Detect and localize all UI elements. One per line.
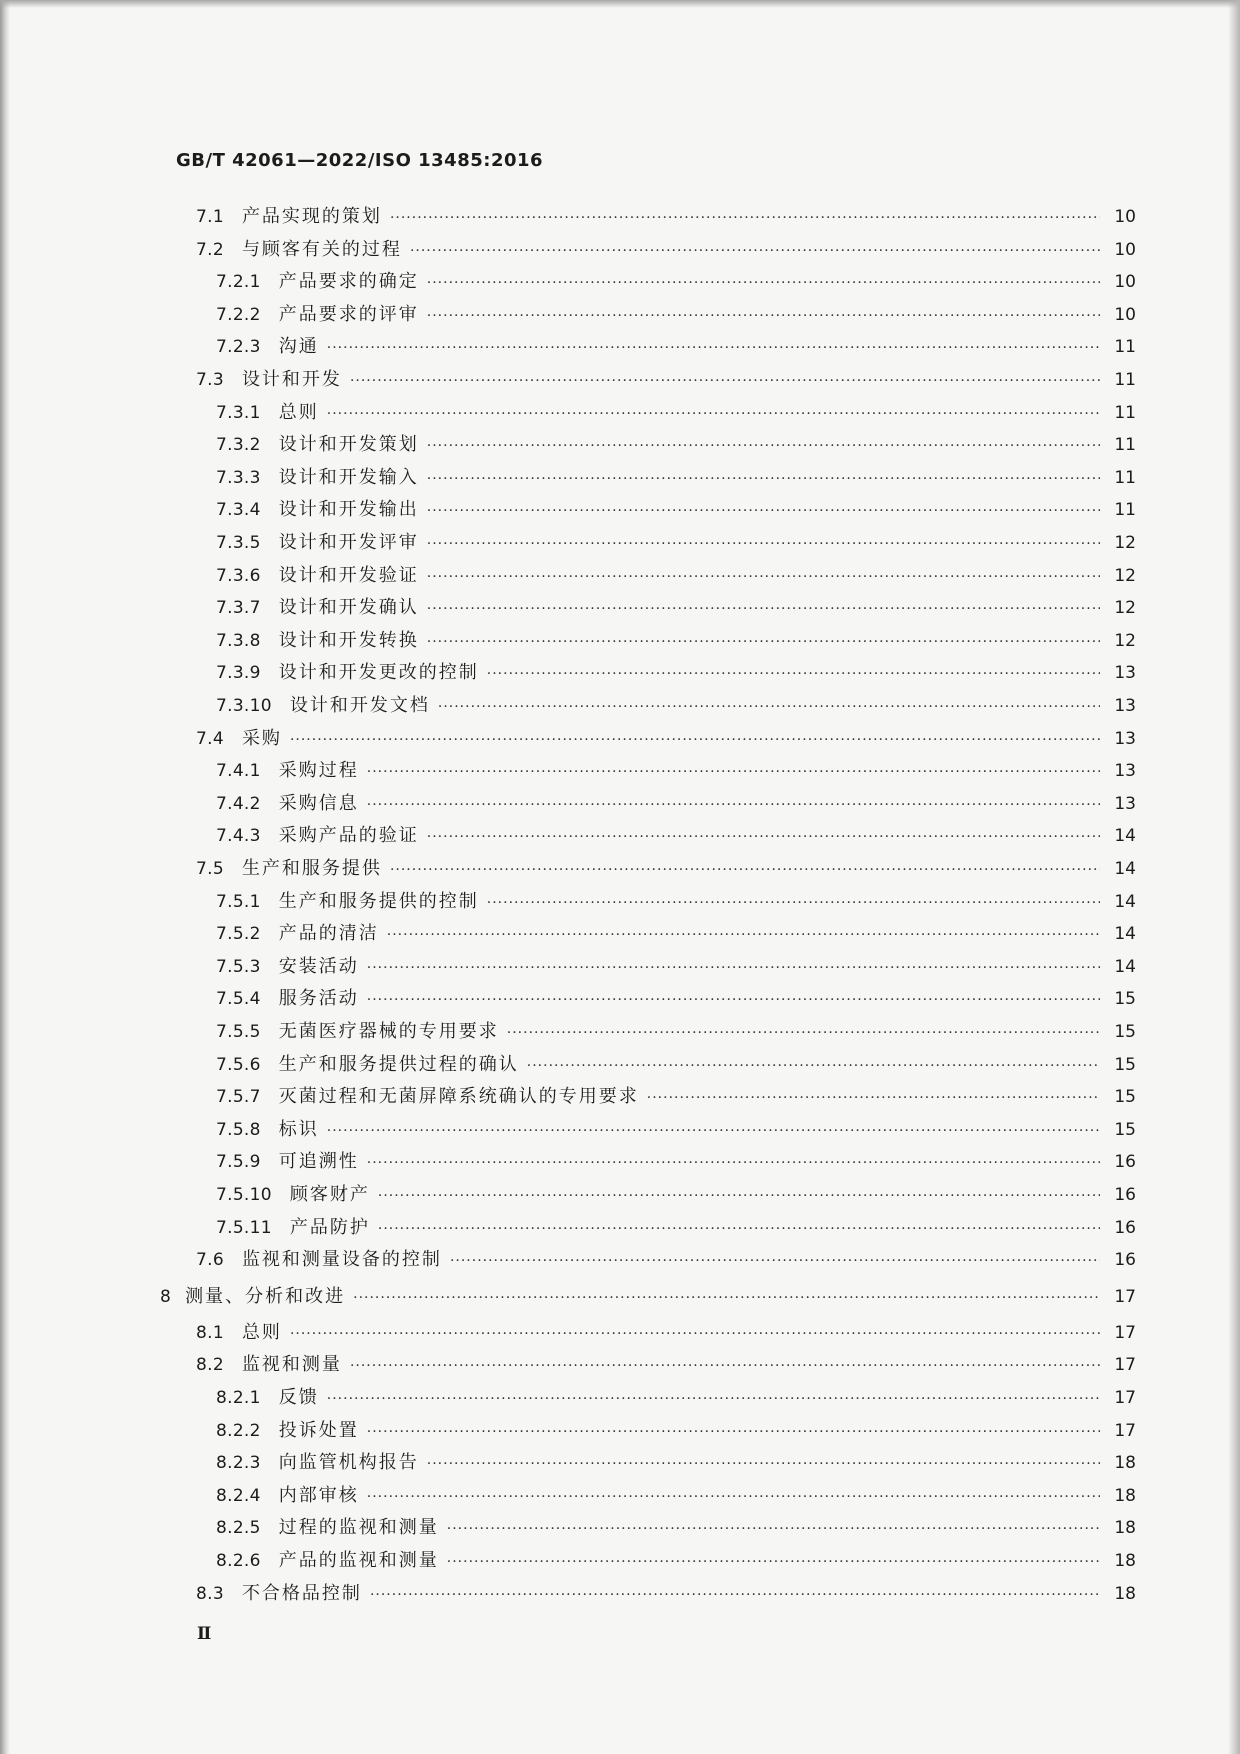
toc-entry-page: 18 — [1114, 1453, 1136, 1474]
toc-leader-dots — [390, 862, 1100, 878]
toc-leader-dots — [327, 406, 1100, 422]
toc-entry-number: 8.2.2 — [216, 1420, 261, 1441]
toc-entry[interactable] — [216, 658, 1136, 690]
toc-entry-number: 7.5.5 — [216, 1022, 261, 1042]
toc-entry-page: 17 — [1114, 1388, 1136, 1408]
toc-entry-title: 设计和开发确认 — [278, 597, 419, 619]
toc-entry-title: 总则 — [278, 401, 319, 423]
toc-entry-page: 15 — [1114, 1119, 1136, 1140]
toc-entry-title: 设计和开发输出 — [278, 499, 419, 521]
toc-entry[interactable] — [216, 1082, 1136, 1114]
toc-entry-page: 11 — [1114, 500, 1136, 521]
toc-entry-page: 10 — [1114, 207, 1136, 227]
toc-entry-page: 18 — [1114, 1583, 1136, 1604]
toc-entry[interactable] — [216, 1050, 1136, 1082]
toc-leader-dots — [327, 340, 1100, 356]
toc-entry-page: 11 — [1114, 435, 1136, 456]
toc-leader-dots — [427, 569, 1100, 585]
toc-leader-dots — [427, 1456, 1100, 1472]
toc-entry-title: 生产和服务提供过程的确认 — [278, 1053, 519, 1075]
toc-entry-number: 7.3.3 — [216, 467, 261, 488]
toc-entry[interactable] — [216, 1383, 1136, 1415]
toc-leader-dots — [387, 927, 1100, 943]
toc-entry-number: 7.4.3 — [216, 826, 261, 847]
toc-entry[interactable] — [196, 365, 1136, 397]
toc-entry-title: 设计和开发输入 — [278, 466, 419, 488]
toc-entry-number: 7.3.5 — [216, 533, 261, 553]
toc-leader-dots — [290, 1326, 1100, 1342]
toc-entry-title: 无菌医疗器械的专用要求 — [278, 1021, 499, 1042]
toc-entry-number: 7.3.4 — [216, 500, 261, 521]
toc-entry[interactable] — [216, 267, 1136, 299]
toc-leader-dots — [438, 699, 1100, 715]
toc-entry-page: 12 — [1114, 565, 1136, 586]
toc-entry[interactable] — [216, 952, 1136, 984]
toc-entry-number: 8.1 — [196, 1322, 224, 1343]
toc-entry[interactable] — [216, 1448, 1136, 1480]
toc-entry-page: 10 — [1114, 239, 1136, 260]
toc-entry-title: 不合格品控制 — [241, 1582, 362, 1604]
toc-leader-dots — [427, 634, 1100, 650]
toc-entry-page: 16 — [1114, 1152, 1136, 1173]
toc-entry-title: 顾客财产 — [289, 1184, 370, 1205]
toc-entry-page: 11 — [1114, 467, 1136, 488]
toc-leader-dots — [353, 1290, 1100, 1306]
toc-entry-number: 8.2.1 — [216, 1388, 261, 1408]
toc-leader-dots — [487, 895, 1100, 911]
toc-entry[interactable] — [216, 756, 1136, 788]
toc-entry-title: 标识 — [278, 1118, 319, 1140]
toc-entry-title: 过程的监视和测量 — [278, 1517, 439, 1539]
toc-entry-number: 7.3 — [196, 370, 224, 390]
toc-entry-title: 向监管机构报告 — [278, 1452, 419, 1474]
toc-leader-dots — [487, 666, 1100, 682]
toc-leader-dots — [427, 829, 1100, 845]
toc-entry-number: 8.2.5 — [216, 1518, 261, 1539]
toc-entry[interactable] — [216, 1481, 1136, 1513]
toc-entry-page: 17 — [1114, 1322, 1136, 1343]
toc-entry[interactable] — [216, 1017, 1136, 1049]
toc-entry[interactable] — [196, 235, 1136, 267]
toc-entry-number: 7.3.6 — [216, 565, 261, 586]
toc-entry-title: 设计和开发策划 — [278, 434, 419, 456]
toc-entry[interactable] — [216, 300, 1136, 332]
toc-entry-title: 产品防护 — [289, 1216, 370, 1238]
toc-entry-number: 7.5.10 — [216, 1185, 272, 1205]
toc-entry[interactable] — [216, 463, 1136, 495]
toc-entry[interactable] — [216, 561, 1136, 593]
toc-entry-number: 8.2.3 — [216, 1453, 261, 1474]
toc-entry[interactable] — [216, 593, 1136, 625]
toc-entry-title: 投诉处置 — [278, 1419, 359, 1441]
toc-leader-dots — [427, 601, 1100, 617]
toc-entry[interactable] — [216, 495, 1136, 527]
toc-entry-number: 8.2.4 — [216, 1485, 261, 1506]
toc-entry-number: 7.2.2 — [216, 304, 261, 325]
toc-leader-dots — [507, 1025, 1100, 1041]
toc-entry-page: 13 — [1114, 793, 1136, 814]
toc-entry[interactable] — [216, 1213, 1136, 1245]
toc-entry-number: 7.3.9 — [216, 663, 261, 684]
toc-leader-dots — [390, 210, 1100, 226]
standard-header: GB/T 42061—2022/ISO 13485:2016 — [176, 150, 544, 171]
toc-entry-title: 监视和测量设备的控制 — [241, 1249, 442, 1271]
toc-entry-page: 14 — [1114, 826, 1136, 847]
toc-entry-number: 7.5.7 — [216, 1087, 261, 1108]
toc-entry[interactable] — [216, 1147, 1136, 1179]
toc-entry-page: 17 — [1114, 1420, 1136, 1441]
toc-entry-number: 7.5.8 — [216, 1119, 261, 1140]
toc-entry-title: 沟通 — [278, 336, 319, 358]
toc-entry-page: 18 — [1114, 1518, 1136, 1539]
toc-entry-title: 测量、分析和改进 — [185, 1285, 346, 1307]
toc-entry[interactable] — [216, 626, 1136, 658]
toc-leader-dots — [290, 732, 1100, 748]
toc-entry-page: 14 — [1114, 956, 1136, 977]
toc-leader-dots — [447, 1554, 1100, 1570]
page-number-footer: Ⅱ — [197, 1624, 212, 1644]
toc-entry[interactable] — [216, 430, 1136, 462]
toc-entry-title: 设计和开发验证 — [278, 564, 419, 586]
toc-leader-dots — [447, 1521, 1100, 1537]
toc-entry-title: 服务活动 — [278, 988, 359, 1010]
toc-entry-page: 12 — [1114, 598, 1136, 619]
scan-shadow-left — [0, 0, 10, 1754]
toc-entry-page: 11 — [1114, 402, 1136, 423]
toc-entry[interactable] — [216, 1513, 1136, 1545]
toc-leader-dots — [350, 1358, 1100, 1374]
toc-leader-dots — [367, 1424, 1100, 1440]
toc-entry[interactable] — [216, 887, 1136, 919]
toc-entry[interactable] — [196, 724, 1136, 756]
toc-entry[interactable] — [216, 398, 1136, 430]
toc-entry-title: 采购信息 — [278, 792, 359, 814]
toc-entry-title: 设计和开发评审 — [278, 532, 419, 553]
toc-leader-dots — [367, 797, 1100, 813]
toc-entry-title: 产品要求的确定 — [278, 271, 419, 293]
toc-entry-page: 18 — [1114, 1485, 1136, 1506]
toc-entry-number: 7.1 — [196, 207, 224, 227]
toc-entry[interactable] — [196, 1350, 1136, 1382]
toc-entry[interactable] — [196, 1579, 1136, 1611]
toc-leader-dots — [427, 308, 1100, 324]
toc-entry-page: 15 — [1114, 1087, 1136, 1108]
toc-leader-dots — [527, 1058, 1100, 1074]
toc-entry-number: 7.2.1 — [216, 272, 261, 293]
toc-entry-number: 8.3 — [196, 1583, 224, 1604]
toc-entry-number: 7.3.7 — [216, 598, 261, 619]
toc-entry-page: 17 — [1114, 1355, 1136, 1376]
toc-leader-dots — [427, 503, 1100, 519]
toc-entry-page: 13 — [1114, 696, 1136, 716]
toc-entry-number: 7.4.1 — [216, 761, 261, 782]
toc-entry-number: 7.3.1 — [216, 402, 261, 423]
toc-entry-number: 8.2 — [196, 1355, 224, 1376]
toc-entry[interactable] — [216, 1180, 1136, 1212]
toc-leader-dots — [367, 1489, 1100, 1505]
toc-leader-dots — [327, 1123, 1100, 1139]
toc-entry-number: 7.4 — [196, 728, 224, 749]
toc-entry-number: 8 — [160, 1286, 172, 1307]
toc-leader-dots — [427, 438, 1100, 454]
toc-leader-dots — [427, 536, 1100, 552]
toc-entry-number: 7.5.11 — [216, 1217, 272, 1238]
toc-leader-dots — [367, 992, 1100, 1008]
toc-entry-number: 7.5 — [196, 859, 224, 879]
toc-entry-title: 产品的清洁 — [278, 923, 379, 945]
scan-shadow-top — [0, 0, 1240, 8]
toc-entry[interactable] — [216, 789, 1136, 821]
toc-entry-title: 生产和服务提供的控制 — [278, 890, 479, 912]
toc-entry-title: 采购 — [241, 727, 282, 749]
toc-entry-page: 14 — [1114, 891, 1136, 912]
toc-entry-number: 7.4.2 — [216, 793, 261, 814]
toc-entry[interactable] — [196, 854, 1136, 886]
toc-entry-title: 生产和服务提供 — [241, 858, 382, 879]
toc-entry-page: 11 — [1114, 337, 1136, 358]
toc-entry[interactable] — [216, 528, 1136, 560]
toc-entry[interactable] — [216, 1115, 1136, 1147]
toc-leader-dots — [350, 373, 1100, 389]
toc-leader-dots — [367, 960, 1100, 976]
toc-entry[interactable] — [196, 1245, 1136, 1277]
toc-entry-title: 反馈 — [278, 1387, 319, 1408]
toc-entry-title: 采购过程 — [278, 760, 359, 782]
toc-entry-page: 16 — [1114, 1185, 1136, 1205]
toc-entry-page: 17 — [1114, 1286, 1136, 1307]
toc-entry[interactable] — [216, 332, 1136, 364]
toc-entry-number: 7.5.9 — [216, 1152, 261, 1173]
toc-entry-page: 10 — [1114, 272, 1136, 293]
toc-leader-dots — [367, 764, 1100, 780]
toc-entry-title: 产品的监视和测量 — [278, 1550, 439, 1571]
toc-entry-page: 10 — [1114, 304, 1136, 325]
toc-entry-title: 内部审核 — [278, 1484, 359, 1506]
toc-entry-page: 16 — [1114, 1217, 1136, 1238]
toc-entry[interactable] — [196, 202, 1136, 234]
toc-entry[interactable] — [160, 1282, 1136, 1314]
toc-entry-number: 7.3.8 — [216, 630, 261, 651]
toc-entry-page: 16 — [1114, 1250, 1136, 1271]
toc-entry-title: 安装活动 — [278, 955, 359, 977]
toc-entry-title: 总则 — [241, 1321, 282, 1343]
toc-entry[interactable] — [216, 1546, 1136, 1578]
toc-entry-page: 13 — [1114, 728, 1136, 749]
toc-entry-title: 采购产品的验证 — [278, 825, 419, 847]
toc-entry-title: 产品要求的评审 — [278, 303, 419, 325]
toc-leader-dots — [367, 1155, 1100, 1171]
toc-entry-page: 12 — [1114, 630, 1136, 651]
toc-entry-title: 设计和开发文档 — [289, 695, 430, 716]
toc-entry-title: 设计和开发转换 — [278, 629, 419, 651]
toc-entry-title: 设计和开发 — [241, 369, 342, 390]
toc-entry-number: 7.5.3 — [216, 956, 261, 977]
toc-entry-title: 灭菌过程和无菌屏障系统确认的专用要求 — [278, 1086, 639, 1108]
toc-leader-dots — [427, 275, 1100, 291]
toc-entry-page: 15 — [1114, 1022, 1136, 1042]
toc-entry[interactable] — [216, 984, 1136, 1016]
toc-entry-number: 7.3.2 — [216, 435, 261, 456]
toc-leader-dots — [327, 1391, 1100, 1407]
toc-entry-number: 7.5.6 — [216, 1054, 261, 1075]
toc-entry-page: 15 — [1114, 1054, 1136, 1075]
toc-entry-number: 7.3.10 — [216, 696, 272, 716]
toc-entry[interactable] — [216, 1416, 1136, 1448]
toc-entry-page: 14 — [1114, 859, 1136, 879]
toc-leader-dots — [427, 471, 1100, 487]
toc-entry-title: 可追溯性 — [278, 1151, 359, 1173]
toc-entry-title: 设计和开发更改的控制 — [278, 662, 479, 684]
toc-entry-page: 18 — [1114, 1551, 1136, 1571]
toc-leader-dots — [647, 1090, 1100, 1106]
toc-leader-dots — [370, 1587, 1100, 1603]
toc-entry[interactable] — [216, 691, 1136, 723]
toc-entry-number: 7.2.3 — [216, 337, 261, 358]
toc-leader-dots — [450, 1253, 1100, 1269]
toc-entry-page: 14 — [1114, 924, 1136, 945]
toc-leader-dots — [378, 1188, 1100, 1204]
toc-entry-number: 7.2 — [196, 239, 224, 260]
toc-entry-page: 13 — [1114, 663, 1136, 684]
toc-entry-number: 7.5.4 — [216, 989, 261, 1010]
toc-entry-number: 8.2.6 — [216, 1551, 261, 1571]
toc-entry-title: 产品实现的策划 — [241, 206, 382, 227]
toc-entry[interactable] — [216, 821, 1136, 853]
toc-entry-number: 7.5.2 — [216, 924, 261, 945]
toc-entry-page: 11 — [1114, 370, 1136, 390]
toc-entry-number: 7.6 — [196, 1250, 224, 1271]
toc-leader-dots — [378, 1221, 1100, 1237]
scan-shadow-right — [1228, 0, 1240, 1754]
toc-entry[interactable] — [196, 1318, 1136, 1350]
toc-entry-title: 与顾客有关的过程 — [241, 238, 402, 260]
toc-entry-title: 监视和测量 — [241, 1354, 342, 1376]
toc-entry-page: 13 — [1114, 761, 1136, 782]
toc-leader-dots — [410, 243, 1100, 259]
toc-entry-number: 7.5.1 — [216, 891, 261, 912]
toc-entry-page: 12 — [1114, 533, 1136, 553]
toc-entry[interactable] — [216, 919, 1136, 951]
toc-entry-page: 15 — [1114, 989, 1136, 1010]
